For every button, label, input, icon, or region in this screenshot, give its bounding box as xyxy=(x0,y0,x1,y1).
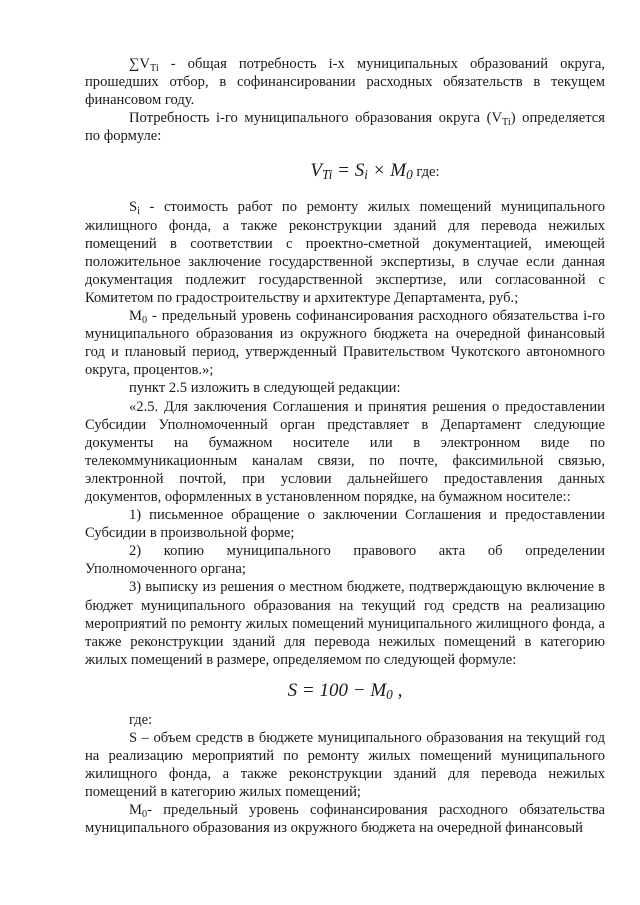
paragraph-amendment: пункт 2.5 изложить в следующей редакции: xyxy=(129,380,401,397)
paragraph-text: Потребность i-го муниципального образования округа (V xyxy=(129,110,502,127)
subscript: 0 xyxy=(141,315,148,327)
formula-need xyxy=(145,159,605,184)
subscript: Ti xyxy=(322,167,333,183)
list-item-3: 3) выписку из решения о местном бюджете, подтверждающую включение в бюджет муниципального образования на текущий год средств на реализацию мероприятий по ремонту жилых помещений муниципального жилищного фонда, а также реконструкции зданий для перевода нежилых помещений в категорию жилых помещений в размере, определяемом по следующей формуле: xyxy=(85,579,605,668)
subscript: 0 xyxy=(386,686,393,702)
paragraph-m0-definition xyxy=(85,801,605,837)
subscript: Ti xyxy=(149,63,159,74)
paragraph-text: - предельный уровень софинансирования расходного обязательства i-го муниципального образования из окружного бюджета на очередной финансовый год и плановый период, утвержденный Правительством Чукотского автономного округа, процентов.»; xyxy=(85,308,605,379)
paragraph-level-definition xyxy=(85,307,605,379)
paragraph-text: - стоимость работ по ремонту жилых помещений муниципального жилищного фонда, а также реконструкции зданий для перевода нежилых помещений в соответствии с проектно-сметной документацией, имеющей положительное заключение государственной экспертизы, в случае если данная документация подлежит государственной экспертизе, или согласованной с Комитетом по градостроительству и архитектуре Департамента, руб.; xyxy=(85,199,605,306)
formula-tail: , xyxy=(392,679,403,701)
paragraph-text: ) определяется по формуле: xyxy=(85,110,605,145)
formula-part: S = 100 − M xyxy=(287,679,387,701)
paragraph-text: - предельный уровень софинансирования расходного обязательства муниципального образования из окружного бюджета на очередной финансовый xyxy=(85,802,605,837)
symbol: М xyxy=(129,308,142,325)
subscript: i xyxy=(137,206,140,218)
paragraph-total-need xyxy=(85,55,605,109)
formula-budget xyxy=(85,679,605,703)
list-item-1: 1) письменное обращение о заключении Соглашения и предоставлении Субсидии в произвольной форме; xyxy=(85,507,605,542)
paragraph-s-definition: S – объем средств в бюджете муниципального образования на текущий год на реализацию мероприятий по ремонту жилых помещений муниципального жилищного фонда, а также реконструкции зданий для перевода нежилых помещений в категорию жилых помещений; xyxy=(85,730,605,801)
paragraph-cost-definition xyxy=(85,198,605,307)
paragraph-text: - общая потребность i-х муниципальных образований округа, прошедших отбор, в софинансировании расходных обязательств в текущем финансовом году. xyxy=(85,56,605,109)
formula-tail: где: xyxy=(412,164,440,181)
symbol: ∑V xyxy=(129,56,150,72)
paragraph-clause-2-5: «2.5. Для заключения Соглашения и принятия решения о предоставлении Субсидии Уполномоченный орган представляет в Департамент следующие документы на бумажном носителе или в электронном виде по телекоммуникационным каналам связи, по почте, факсимильной связью, электронной почтой, при условии дальнейшего предоставления данных документов, оформленных в установленном порядке, на бумажном носителе:: xyxy=(85,398,605,505)
subscript: 0 xyxy=(406,167,413,183)
list-item-2: 2) копию муниципального правового акта об определении Уполномоченного органа; xyxy=(85,543,605,578)
paragraph-need-definition xyxy=(85,109,605,145)
formula-part: = S xyxy=(332,160,365,182)
symbol: S xyxy=(129,199,138,216)
subscript: i xyxy=(364,167,368,183)
formula-part: V xyxy=(310,160,323,182)
formula-part: × M xyxy=(367,160,407,182)
paragraph-where: где: xyxy=(129,711,153,728)
subscript: 0 xyxy=(141,809,148,821)
subscript: Ti xyxy=(501,117,511,129)
symbol: М xyxy=(129,802,142,819)
